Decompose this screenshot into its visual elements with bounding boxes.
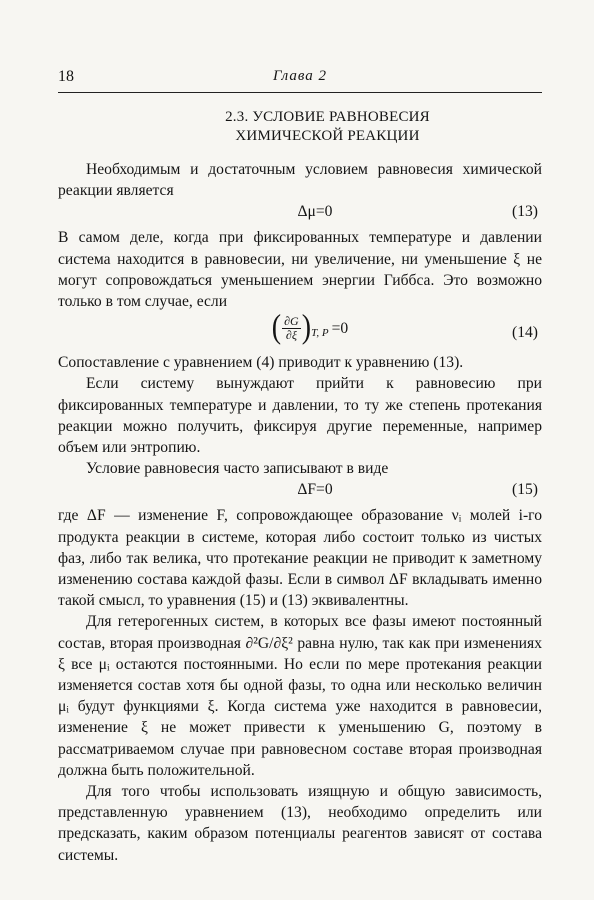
paragraph-8: Для того чтобы использовать изящную и общую зависимость, представленную уравнением (13), необходимо определить или предсказать, каким образом потенциалы реагентов зависят от состава системы.: [58, 783, 542, 864]
fraction-numerator: ∂G: [284, 313, 299, 328]
equation-13: [58, 201, 542, 227]
left-paren: (: [271, 309, 282, 347]
header-rule: [58, 92, 542, 93]
right-paren: ): [301, 309, 312, 347]
page-number: 18: [58, 68, 74, 85]
page-body: [58, 108, 542, 866]
running-header: [58, 68, 542, 90]
paragraph-2: В самом деле, когда при фиксированных температуре и давлении система находится в равновесии, ни увеличение, ни уменьшение ξ не могут сопровождаться уменьшением энергии Гиббса. Это возможно только в том случае, если: [58, 229, 542, 311]
paragraph-1: Необходимым и достаточным условием равновесия химической реакции является: [58, 161, 542, 200]
section-heading-line-1: 2.3. УСЛОВИЕ РАВНОВЕСИЯ: [225, 109, 430, 125]
equation-15-formula: ΔF=0: [297, 481, 333, 499]
equation-15: [58, 479, 542, 505]
fraction-denominator: ∂ξ: [285, 327, 297, 342]
paragraph-7: Для гетерогенных систем, в которых все фазы имеют постоянный состав, вторая производная ∂²G/∂ξ² равна нулю, так как при изменениях ξ все μᵢ остаются постоянными. Но если по мере протекания реакции изменяется состав хотя бы одной фазы, то одна или несколько величин μᵢ будут функциями ξ. Когда система уже находится в равновесии, изменение ξ не может привести к уменьшению G, поэтому в рассматриваемом случае при равновесном составе вторая производная должна быть положительной.: [58, 613, 542, 779]
equation-14: [58, 309, 542, 352]
section-heading-line-2: ХИМИЧЕСКОЙ РЕАКЦИИ: [235, 128, 420, 144]
section-heading: [58, 108, 542, 146]
equation-14-rhs: =0: [331, 319, 349, 337]
equation-13-formula: Δμ=0: [297, 203, 333, 221]
partial-derivative-fraction: [282, 315, 301, 342]
paragraph-5: Условие равновесия часто записывают в виде: [86, 460, 389, 478]
equation-14-formula: [252, 309, 349, 347]
paragraph-4: Если систему вынуждают прийти к равновесию при фиксированных температуре и давлении, то ту же степень протекания реакции можно получить, фиксируя другие переменные, например объем или энтропию.: [58, 375, 542, 457]
equation-15-label: (15): [512, 481, 538, 499]
equation-14-label: (14): [512, 324, 538, 342]
chapter-title: Глава 2: [272, 68, 328, 84]
paragraph-6: где ΔF — изменение F, сопровождающее образование νᵢ молей i-го продукта реакции в системе, которая либо состоит только из чистых фаз, либо так велика, что протекание реакции не приводит к заметному изменению состава каждой фазы. Если в символ ΔF вкладывать именно такой смысл, то уравнения (15) и (13) эквивалентны.: [58, 507, 542, 610]
equation-14-subscript: T, P: [311, 327, 329, 340]
equation-13-label: (13): [512, 203, 538, 221]
paragraph-3: Сопоставление с уравнением (4) приводит к уравнению (13).: [58, 354, 464, 372]
